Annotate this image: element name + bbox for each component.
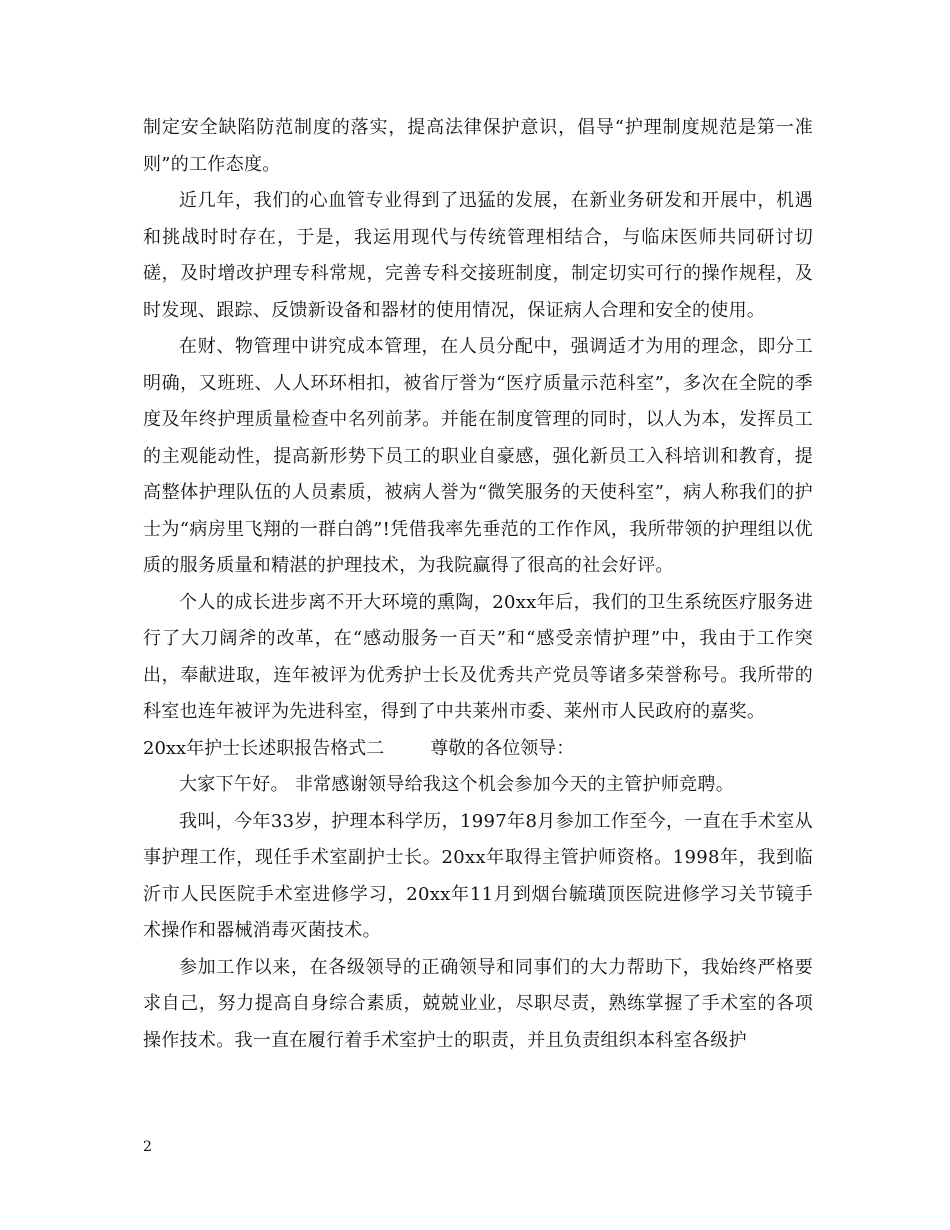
paragraph-5: 大家下午好。 非常感谢领导给我这个机会参加今天的主管护师竞聘。 — [179, 774, 735, 795]
paragraph-6: 我叫，今年33岁，护理本科学历，1997年8月参加工作至今，一直在手术室从事护理工作，现任手术室副护士长。20xx年取得主管护师资格。1998年，我到临沂市人民医院手术室进修学习，20xx年11月到烟台毓璜顶医院进修学习关节镜手术操作和器械消毒灭菌技术。 — [143, 810, 813, 941]
document-body — [143, 110, 813, 1059]
section-heading-line — [143, 731, 813, 768]
paragraph-3: 在财、物管理中讲究成本管理，在人员分配中，强调适才为用的理念，即分工明确，又班班、人人环环相扣，被省厅誉为“医疗质量示范科室”，多次在全院的季度及年终护理质量检查中名列前茅。并能在制度管理的同时，以人为本，发挥员工的主观能动性，提高新形势下员工的职业自豪感，强化新员工入科培训和教育，提高整体护理队伍的人员素质，被病人誉为“微笑服务的天使科室”，病人称我们的护士为“病房里飞翔的一群白鸽”!凭借我率先垂范的工作作风，我所带领的护理组以优质的服务质量和精湛的护理技术，为我院赢得了很高的社会好评。 — [143, 336, 813, 576]
paragraph-7: 参加工作以来，在各级领导的正确领导和同事们的大力帮助下，我始终严格要求自己，努力提高自身综合素质，兢兢业业，尽职尽责，熟练掌握了手术室的各项操作技术。我一直在履行着手术室护士的职责，并且负责组织本科室各级护 — [143, 956, 813, 1051]
page-number: 2 — [143, 1139, 152, 1155]
section-title: 20xx年护士长述职报告格式二 — [143, 737, 385, 759]
salutation: 尊敬的各位领导： — [430, 737, 575, 759]
paragraph-2: 近几年，我们的心血管专业得到了迅猛的发展，在新业务研发和开展中，机遇和挑战时时存在，于是，我运用现代与传统管理相结合，与临床医师共同研讨切磋，及时增改护理专科常规，完善专科交接班制度，制定切实可行的操作规程，及时发现、跟踪、反馈新设备和器材的使用情况，保证病人合理和安全的使用。 — [143, 190, 813, 321]
paragraph-4: 个人的成长进步离不开大环境的熏陶，20xx年后，我们的卫生系统医疗服务进行了大刀阔斧的改革，在“感动服务一百天”和“感受亲情护理”中，我由于工作突出，奉献进取，连年被评为优秀护士长及优秀共产党员等诸多荣誉称号。我所带的科室也连年被评为先进科室，得到了中共莱州市委、莱州市人民政府的嘉奖。 — [143, 591, 813, 722]
paragraph-1: 制定安全缺陷防范制度的落实，提高法律保护意识，倡导“护理制度规范是第一准则”的工作态度。 — [143, 117, 813, 175]
